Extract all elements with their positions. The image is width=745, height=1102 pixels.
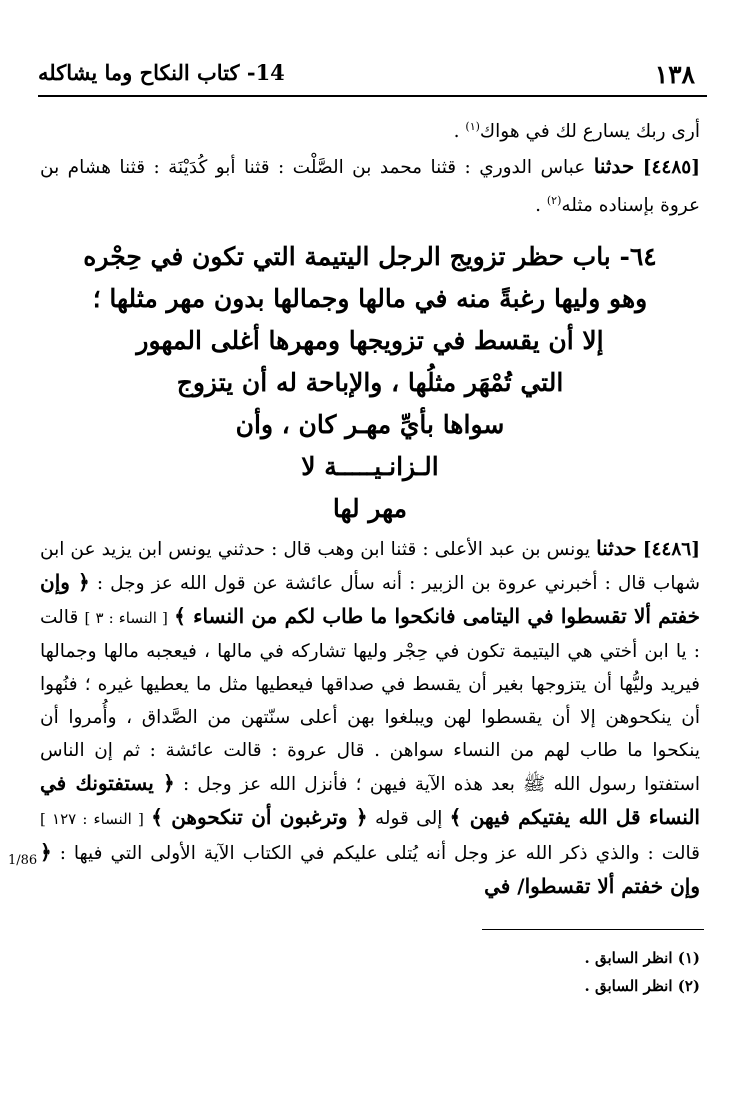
hadith-4486-lead: حدثنا [596, 536, 637, 561]
hadith-4486-number: [٤٤٨٦] [642, 539, 700, 561]
page-header [38, 58, 707, 92]
hadith-4486-text-2: قالت : يا ابن أختي هي اليتيمة تكون في حِجْر وليها تشاركه في مالها ، فيعجبه مالها وجمالها فيريد وليُّها أن يتزوجها بغير أن يقسط في صداقها فيعطيها مثل ما يعطيها غيره ؛ فنُهوا أن ينكحوهن إلا أن يقسطوا لهن ويبلغوا بهن أعلى سنّتهن من الصَّداق ، وأُمروا أن ينكحوا ما طاب لهم من النساء سواهن . قال عروة : قالت عائشة : ثم إن الناس استفتوا رسول الله ﷺ بعد هذه الآية فيهن ؛ فأنزل الله عز وجل : [40, 607, 700, 796]
header-rule [38, 95, 707, 97]
hadith-4485-lead: حدثنا [593, 154, 635, 179]
chapter-heading [40, 236, 700, 530]
intro-line: أرى ربك يسارع لك في هواك$^{(١)}$ . [453, 120, 700, 143]
page-number: ١٣٨ [654, 60, 695, 89]
chapter-line: الـزانـيـــــة لا [301, 452, 439, 482]
hadith-4486-text-3: إلى قوله [374, 808, 443, 830]
footnote-2: (٢) انظر السابق . [584, 977, 700, 995]
footnotes [300, 944, 700, 1000]
hadith-4485-text: عباس الدوري : قثنا محمد بن الصَّلْت : قثنا أبو كُدَيْنَة : قثنا هشام بن عروة بإسناده مثله [40, 157, 700, 217]
quran-quote-2: ﴿ يستفتونك في النساء قل الله يفتيكم فيهن ﴾ [40, 771, 700, 830]
hadith-4486 [40, 532, 700, 904]
footnote-1: (١) انظر السابق . [584, 949, 700, 967]
chapter-line: مهر لها [332, 494, 408, 524]
hadith-4486-text-4: قالت : والذي ذكر الله عز وجل أنه يُتلى عليكم في الكتاب الآية الأولى التي فيها : [59, 843, 700, 865]
hadith-4485-footnote-ref: (٢) [546, 194, 562, 208]
chapter-line: التي تُمْهَر مثلُها ، والإباحة له أن يتزوج [176, 368, 564, 398]
hadith-4485-number: [٤٤٨٥] [642, 157, 700, 179]
quran-ref-2: [ النساء : ١٢٧ ] [40, 810, 144, 829]
quran-quote-1: ﴿ وإن خفتم ألا تقسطوا في اليتامى فانكحوا ما طاب لكم من النساء ﴾ [40, 570, 701, 629]
quran-quote-4: ﴿ وإن خفتم ألا تقسطوا/ في [40, 840, 700, 899]
chapter-line: وهو وليها رغبةً منه في مالها وجمالها بدون مهر مثلها ؛ [92, 284, 648, 314]
manuscript-folio-note: 1/86 [8, 853, 38, 868]
intro-text: أرى ربك يسارع لك في هواك [479, 121, 700, 143]
hadith-4486-text-1: يونس بن عبد الأعلى : قثنا ابن وهب قال : حدثني يونس ابن يزيد عن ابن شهاب قال : أخبرني عروة بن الزبير : أنه سأل عائشة عن قول الله عز وجل : [40, 539, 700, 595]
hadith-4485: [٤٤٨٥] حدثنا عباس الدوري : قثنا محمد بن الصَّلْت : قثنا أبو كُدَيْنَة : قثنا هشام بن عروة بإسناده مثله$^{(٢)}$ . [40, 154, 700, 217]
quran-ref-1: [ النساء : ٣ ] [84, 609, 168, 628]
chapter-line: سواها بأيِّ مهـر كان ، وأن [235, 410, 505, 440]
running-title: 14- كتاب النكاح وما يشاكله [38, 60, 285, 85]
footnote-rule [482, 929, 704, 930]
main-text [40, 110, 700, 904]
quran-quote-3: ﴿ وترغبون أن تنكحوهن ﴾ [151, 805, 368, 830]
intro-footnote-ref: (١) [465, 120, 480, 133]
chapter-line: ٦٤- باب حظر تزويج الرجل اليتيمة التي تكون في حِجْره [83, 242, 657, 272]
chapter-line: إلا أن يقسط في تزويجها ومهرها أغلى المهور [136, 326, 604, 356]
